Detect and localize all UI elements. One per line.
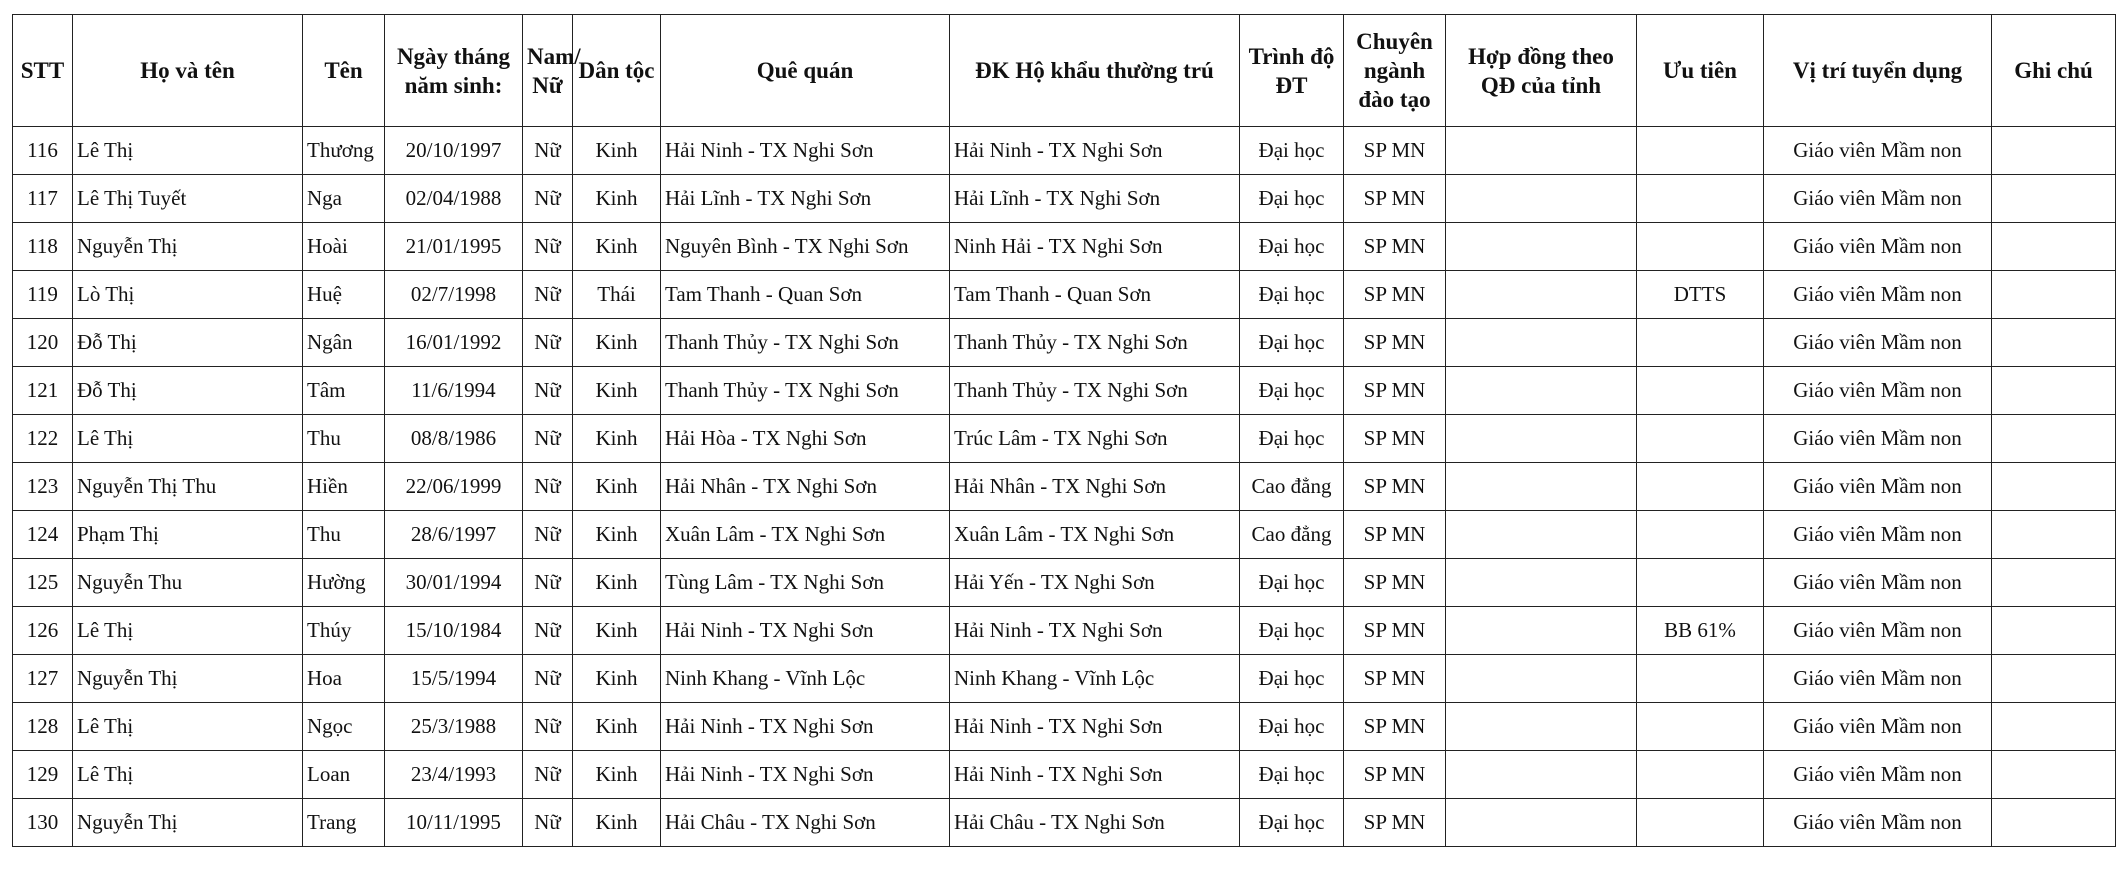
cell-vi-tri: Giáo viên Mầm non — [1764, 175, 1992, 223]
cell-stt: 125 — [13, 559, 73, 607]
cell-que-quan: Hải Ninh - TX Nghi Sơn — [661, 127, 950, 175]
cell-chuyen-nganh: SP MN — [1344, 223, 1446, 271]
cell-ten: Ngân — [303, 319, 385, 367]
cell-que-quan: Hải Nhân - TX Nghi Sơn — [661, 463, 950, 511]
cell-vi-tri: Giáo viên Mầm non — [1764, 415, 1992, 463]
cell-hop-dong — [1446, 415, 1637, 463]
table-row — [13, 655, 2116, 703]
cell-vi-tri: Giáo viên Mầm non — [1764, 799, 1992, 847]
cell-hop-dong — [1446, 367, 1637, 415]
cell-dan-toc: Kinh — [573, 607, 661, 655]
cell-dan-toc: Kinh — [573, 415, 661, 463]
cell-trinh-do: Đại học — [1240, 223, 1344, 271]
cell-dan-toc: Kinh — [573, 655, 661, 703]
table-row — [13, 511, 2116, 559]
cell-gioi-tinh: Nữ — [523, 559, 573, 607]
cell-ngay-sinh: 20/10/1997 — [385, 127, 523, 175]
cell-uu-tien — [1637, 175, 1764, 223]
header-trinh-do: Trình độ ĐT — [1240, 15, 1344, 127]
cell-vi-tri: Giáo viên Mầm non — [1764, 223, 1992, 271]
cell-dan-toc: Kinh — [573, 367, 661, 415]
cell-gioi-tinh: Nữ — [523, 175, 573, 223]
header-hop-dong: Hợp đồng theo QĐ của tỉnh — [1446, 15, 1637, 127]
cell-chuyen-nganh: SP MN — [1344, 751, 1446, 799]
cell-trinh-do: Đại học — [1240, 751, 1344, 799]
cell-hop-dong — [1446, 463, 1637, 511]
cell-vi-tri: Giáo viên Mầm non — [1764, 703, 1992, 751]
cell-ngay-sinh: 11/6/1994 — [385, 367, 523, 415]
cell-vi-tri: Giáo viên Mầm non — [1764, 319, 1992, 367]
header-chuyen-nganh: Chuyên ngành đào tạo — [1344, 15, 1446, 127]
cell-que-quan: Hải Lĩnh - TX Nghi Sơn — [661, 175, 950, 223]
table-row — [13, 319, 2116, 367]
cell-chuyen-nganh: SP MN — [1344, 799, 1446, 847]
cell-gioi-tinh: Nữ — [523, 271, 573, 319]
cell-ghi-chu — [1992, 319, 2116, 367]
cell-ho-khau: Hải Ninh - TX Nghi Sơn — [950, 703, 1240, 751]
cell-vi-tri: Giáo viên Mầm non — [1764, 655, 1992, 703]
cell-chuyen-nganh: SP MN — [1344, 463, 1446, 511]
cell-ho-khau: Thanh Thủy - TX Nghi Sơn — [950, 367, 1240, 415]
cell-uu-tien — [1637, 799, 1764, 847]
cell-gioi-tinh: Nữ — [523, 367, 573, 415]
table-row — [13, 607, 2116, 655]
cell-vi-tri: Giáo viên Mầm non — [1764, 127, 1992, 175]
cell-dan-toc: Kinh — [573, 463, 661, 511]
header-ghi-chu: Ghi chú — [1992, 15, 2116, 127]
cell-stt: 126 — [13, 607, 73, 655]
cell-dan-toc: Kinh — [573, 703, 661, 751]
cell-ghi-chu — [1992, 799, 2116, 847]
header-ngay-sinh: Ngày tháng năm sinh: — [385, 15, 523, 127]
cell-ho-va-ten: Nguyễn Thị — [73, 655, 303, 703]
cell-vi-tri: Giáo viên Mầm non — [1764, 607, 1992, 655]
cell-hop-dong — [1446, 271, 1637, 319]
cell-gioi-tinh: Nữ — [523, 319, 573, 367]
cell-trinh-do: Đại học — [1240, 703, 1344, 751]
cell-trinh-do: Đại học — [1240, 271, 1344, 319]
cell-gioi-tinh: Nữ — [523, 655, 573, 703]
cell-hop-dong — [1446, 559, 1637, 607]
header-stt: STT — [13, 15, 73, 127]
cell-vi-tri: Giáo viên Mầm non — [1764, 511, 1992, 559]
cell-trinh-do: Cao đẳng — [1240, 511, 1344, 559]
cell-ten: Trang — [303, 799, 385, 847]
cell-uu-tien: BB 61% — [1637, 607, 1764, 655]
cell-chuyen-nganh: SP MN — [1344, 319, 1446, 367]
cell-stt: 130 — [13, 799, 73, 847]
header-gioi-tinh: Nam/ Nữ — [523, 15, 573, 127]
cell-ten: Ngọc — [303, 703, 385, 751]
table-row — [13, 559, 2116, 607]
cell-stt: 120 — [13, 319, 73, 367]
table-row — [13, 751, 2116, 799]
cell-ho-va-ten: Lê Thị Tuyết — [73, 175, 303, 223]
cell-ghi-chu — [1992, 751, 2116, 799]
cell-stt: 117 — [13, 175, 73, 223]
cell-ho-va-ten: Lê Thị — [73, 751, 303, 799]
cell-ho-va-ten: Lê Thị — [73, 127, 303, 175]
table-body — [13, 127, 2116, 847]
cell-ghi-chu — [1992, 559, 2116, 607]
cell-chuyen-nganh: SP MN — [1344, 559, 1446, 607]
cell-dan-toc: Kinh — [573, 127, 661, 175]
cell-ho-khau: Xuân Lâm - TX Nghi Sơn — [950, 511, 1240, 559]
cell-vi-tri: Giáo viên Mầm non — [1764, 559, 1992, 607]
cell-uu-tien — [1637, 559, 1764, 607]
cell-ten: Thương — [303, 127, 385, 175]
cell-ho-khau: Hải Ninh - TX Nghi Sơn — [950, 751, 1240, 799]
cell-stt: 127 — [13, 655, 73, 703]
cell-stt: 119 — [13, 271, 73, 319]
cell-hop-dong — [1446, 607, 1637, 655]
cell-que-quan: Hải Ninh - TX Nghi Sơn — [661, 607, 950, 655]
cell-ngay-sinh: 22/06/1999 — [385, 463, 523, 511]
cell-ho-khau: Ninh Khang - Vĩnh Lộc — [950, 655, 1240, 703]
cell-ho-va-ten: Nguyễn Thị — [73, 223, 303, 271]
cell-ho-khau: Hải Ninh - TX Nghi Sơn — [950, 127, 1240, 175]
cell-chuyen-nganh: SP MN — [1344, 703, 1446, 751]
cell-gioi-tinh: Nữ — [523, 799, 573, 847]
cell-ho-khau: Tam Thanh - Quan Sơn — [950, 271, 1240, 319]
cell-hop-dong — [1446, 319, 1637, 367]
cell-ngay-sinh: 16/01/1992 — [385, 319, 523, 367]
cell-ten: Huệ — [303, 271, 385, 319]
cell-chuyen-nganh: SP MN — [1344, 415, 1446, 463]
cell-ngay-sinh: 28/6/1997 — [385, 511, 523, 559]
cell-ghi-chu — [1992, 223, 2116, 271]
cell-ngay-sinh: 02/04/1988 — [385, 175, 523, 223]
cell-ngay-sinh: 15/5/1994 — [385, 655, 523, 703]
cell-stt: 124 — [13, 511, 73, 559]
cell-que-quan: Tùng Lâm - TX Nghi Sơn — [661, 559, 950, 607]
cell-hop-dong — [1446, 751, 1637, 799]
cell-uu-tien — [1637, 415, 1764, 463]
cell-dan-toc: Kinh — [573, 223, 661, 271]
cell-trinh-do: Đại học — [1240, 607, 1344, 655]
cell-hop-dong — [1446, 655, 1637, 703]
cell-ngay-sinh: 30/01/1994 — [385, 559, 523, 607]
cell-que-quan: Hải Hòa - TX Nghi Sơn — [661, 415, 950, 463]
cell-uu-tien: DTTS — [1637, 271, 1764, 319]
table-header — [13, 15, 2116, 127]
cell-trinh-do: Đại học — [1240, 319, 1344, 367]
cell-uu-tien — [1637, 703, 1764, 751]
cell-chuyen-nganh: SP MN — [1344, 511, 1446, 559]
cell-hop-dong — [1446, 703, 1637, 751]
cell-ten: Hiền — [303, 463, 385, 511]
cell-dan-toc: Kinh — [573, 319, 661, 367]
cell-dan-toc: Kinh — [573, 751, 661, 799]
cell-vi-tri: Giáo viên Mầm non — [1764, 271, 1992, 319]
cell-gioi-tinh: Nữ — [523, 223, 573, 271]
cell-ten: Tâm — [303, 367, 385, 415]
cell-ho-va-ten: Đỗ Thị — [73, 319, 303, 367]
cell-uu-tien — [1637, 751, 1764, 799]
table-row — [13, 799, 2116, 847]
candidate-list-sheet — [12, 14, 2116, 847]
cell-ho-khau: Hải Lĩnh - TX Nghi Sơn — [950, 175, 1240, 223]
cell-dan-toc: Kinh — [573, 511, 661, 559]
header-row — [13, 15, 2116, 127]
cell-stt: 123 — [13, 463, 73, 511]
header-vi-tri: Vị trí tuyển dụng — [1764, 15, 1992, 127]
cell-que-quan: Thanh Thủy - TX Nghi Sơn — [661, 319, 950, 367]
cell-ho-va-ten: Phạm Thị — [73, 511, 303, 559]
table-row — [13, 271, 2116, 319]
cell-que-quan: Xuân Lâm - TX Nghi Sơn — [661, 511, 950, 559]
cell-ten: Hoa — [303, 655, 385, 703]
cell-trinh-do: Đại học — [1240, 415, 1344, 463]
cell-vi-tri: Giáo viên Mầm non — [1764, 463, 1992, 511]
cell-ten: Thúy — [303, 607, 385, 655]
cell-vi-tri: Giáo viên Mầm non — [1764, 367, 1992, 415]
cell-uu-tien — [1637, 463, 1764, 511]
cell-ho-khau: Thanh Thủy - TX Nghi Sơn — [950, 319, 1240, 367]
cell-chuyen-nganh: SP MN — [1344, 175, 1446, 223]
cell-ghi-chu — [1992, 175, 2116, 223]
header-dan-toc: Dân tộc — [573, 15, 661, 127]
cell-ho-va-ten: Lê Thị — [73, 607, 303, 655]
cell-uu-tien — [1637, 655, 1764, 703]
cell-gioi-tinh: Nữ — [523, 751, 573, 799]
table-row — [13, 223, 2116, 271]
cell-ngay-sinh: 10/11/1995 — [385, 799, 523, 847]
header-que-quan: Quê quán — [661, 15, 950, 127]
table-row — [13, 463, 2116, 511]
cell-que-quan: Tam Thanh - Quan Sơn — [661, 271, 950, 319]
cell-ghi-chu — [1992, 415, 2116, 463]
table-row — [13, 127, 2116, 175]
cell-que-quan: Nguyên Bình - TX Nghi Sơn — [661, 223, 950, 271]
cell-trinh-do: Đại học — [1240, 655, 1344, 703]
cell-ho-khau: Ninh Hải - TX Nghi Sơn — [950, 223, 1240, 271]
table-row — [13, 415, 2116, 463]
cell-ten: Thu — [303, 511, 385, 559]
cell-ten: Nga — [303, 175, 385, 223]
cell-ngay-sinh: 08/8/1986 — [385, 415, 523, 463]
cell-que-quan: Hải Châu - TX Nghi Sơn — [661, 799, 950, 847]
cell-que-quan: Thanh Thủy - TX Nghi Sơn — [661, 367, 950, 415]
cell-ghi-chu — [1992, 511, 2116, 559]
cell-uu-tien — [1637, 319, 1764, 367]
cell-uu-tien — [1637, 511, 1764, 559]
cell-ghi-chu — [1992, 463, 2116, 511]
cell-ngay-sinh: 23/4/1993 — [385, 751, 523, 799]
cell-stt: 118 — [13, 223, 73, 271]
cell-que-quan: Hải Ninh - TX Nghi Sơn — [661, 703, 950, 751]
cell-dan-toc: Kinh — [573, 175, 661, 223]
cell-trinh-do: Đại học — [1240, 175, 1344, 223]
cell-ngay-sinh: 02/7/1998 — [385, 271, 523, 319]
cell-dan-toc: Kinh — [573, 799, 661, 847]
cell-ten: Hoài — [303, 223, 385, 271]
cell-ghi-chu — [1992, 655, 2116, 703]
cell-chuyen-nganh: SP MN — [1344, 655, 1446, 703]
cell-ghi-chu — [1992, 703, 2116, 751]
cell-ten: Thu — [303, 415, 385, 463]
header-ho-khau: ĐK Hộ khẩu thường trú — [950, 15, 1240, 127]
cell-trinh-do: Đại học — [1240, 367, 1344, 415]
candidate-table — [12, 14, 2116, 847]
cell-ho-khau: Hải Ninh - TX Nghi Sơn — [950, 607, 1240, 655]
cell-ho-va-ten: Đỗ Thị — [73, 367, 303, 415]
cell-chuyen-nganh: SP MN — [1344, 607, 1446, 655]
cell-gioi-tinh: Nữ — [523, 607, 573, 655]
table-row — [13, 367, 2116, 415]
cell-chuyen-nganh: SP MN — [1344, 367, 1446, 415]
header-ten: Tên — [303, 15, 385, 127]
cell-que-quan: Hải Ninh - TX Nghi Sơn — [661, 751, 950, 799]
table-row — [13, 175, 2116, 223]
header-uu-tien: Ưu tiên — [1637, 15, 1764, 127]
cell-ngay-sinh: 21/01/1995 — [385, 223, 523, 271]
cell-uu-tien — [1637, 127, 1764, 175]
cell-stt: 122 — [13, 415, 73, 463]
cell-ho-va-ten: Nguyễn Thị — [73, 799, 303, 847]
cell-hop-dong — [1446, 799, 1637, 847]
cell-gioi-tinh: Nữ — [523, 511, 573, 559]
cell-hop-dong — [1446, 175, 1637, 223]
cell-chuyen-nganh: SP MN — [1344, 127, 1446, 175]
cell-ghi-chu — [1992, 127, 2116, 175]
cell-stt: 116 — [13, 127, 73, 175]
cell-ghi-chu — [1992, 607, 2116, 655]
cell-ho-va-ten: Lò Thị — [73, 271, 303, 319]
cell-gioi-tinh: Nữ — [523, 463, 573, 511]
cell-ho-khau: Trúc Lâm - TX Nghi Sơn — [950, 415, 1240, 463]
cell-stt: 121 — [13, 367, 73, 415]
cell-ngay-sinh: 15/10/1984 — [385, 607, 523, 655]
cell-trinh-do: Cao đẳng — [1240, 463, 1344, 511]
cell-ho-va-ten: Nguyễn Thị Thu — [73, 463, 303, 511]
cell-dan-toc: Kinh — [573, 559, 661, 607]
cell-ho-khau: Hải Yến - TX Nghi Sơn — [950, 559, 1240, 607]
header-ho-va-ten: Họ và tên — [73, 15, 303, 127]
cell-gioi-tinh: Nữ — [523, 703, 573, 751]
cell-trinh-do: Đại học — [1240, 127, 1344, 175]
cell-trinh-do: Đại học — [1240, 559, 1344, 607]
cell-hop-dong — [1446, 127, 1637, 175]
cell-ten: Hường — [303, 559, 385, 607]
cell-ghi-chu — [1992, 271, 2116, 319]
cell-ho-va-ten: Lê Thị — [73, 703, 303, 751]
cell-uu-tien — [1637, 223, 1764, 271]
cell-ho-khau: Hải Nhân - TX Nghi Sơn — [950, 463, 1240, 511]
cell-ho-va-ten: Lê Thị — [73, 415, 303, 463]
cell-hop-dong — [1446, 511, 1637, 559]
cell-uu-tien — [1637, 367, 1764, 415]
cell-ghi-chu — [1992, 367, 2116, 415]
cell-vi-tri: Giáo viên Mầm non — [1764, 751, 1992, 799]
cell-ngay-sinh: 25/3/1988 — [385, 703, 523, 751]
cell-que-quan: Ninh Khang - Vĩnh Lộc — [661, 655, 950, 703]
cell-stt: 129 — [13, 751, 73, 799]
cell-ho-va-ten: Nguyễn Thu — [73, 559, 303, 607]
cell-ho-khau: Hải Châu - TX Nghi Sơn — [950, 799, 1240, 847]
cell-gioi-tinh: Nữ — [523, 127, 573, 175]
cell-stt: 128 — [13, 703, 73, 751]
cell-dan-toc: Thái — [573, 271, 661, 319]
cell-hop-dong — [1446, 223, 1637, 271]
cell-ten: Loan — [303, 751, 385, 799]
cell-chuyen-nganh: SP MN — [1344, 271, 1446, 319]
cell-trinh-do: Đại học — [1240, 799, 1344, 847]
table-row — [13, 703, 2116, 751]
cell-gioi-tinh: Nữ — [523, 415, 573, 463]
